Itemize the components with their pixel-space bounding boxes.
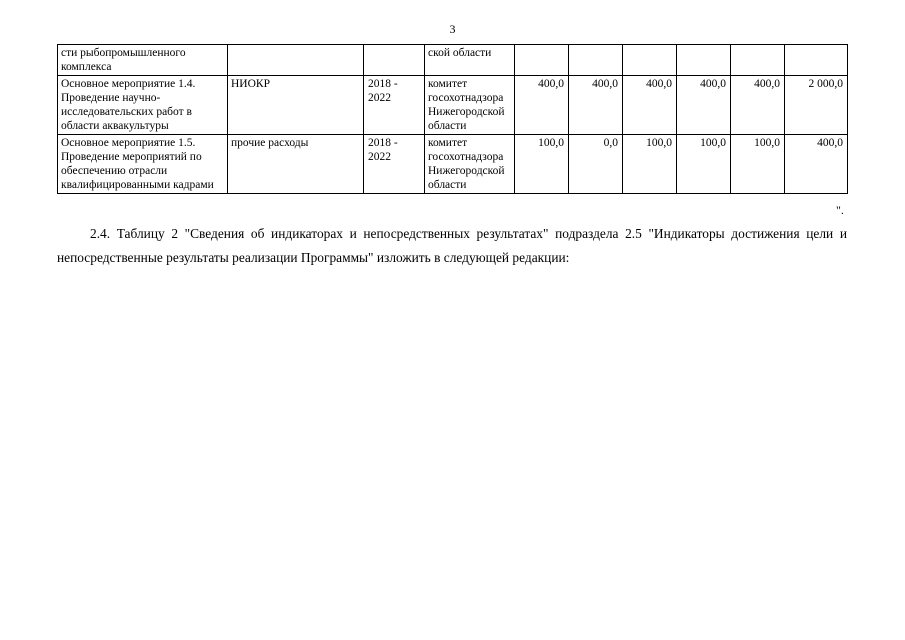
value-cell: 400,0 xyxy=(677,76,731,135)
value-cell: 0,0 xyxy=(569,135,623,194)
value-cell: 100,0 xyxy=(731,135,785,194)
total-cell: 400,0 xyxy=(785,135,848,194)
total-cell xyxy=(785,45,848,76)
executor-cell: ской области xyxy=(425,45,515,76)
total-cell: 2 000,0 xyxy=(785,76,848,135)
value-cell: 400,0 xyxy=(569,76,623,135)
value-cell: 400,0 xyxy=(515,76,569,135)
period-cell xyxy=(364,45,425,76)
period-cell: 2018 - 2022 xyxy=(364,76,425,135)
table-row xyxy=(58,76,848,135)
measure-name-cell: Основное мероприятие 1.5. Проведение мероприятий по обеспечению отрасли квалифицированными кадрами xyxy=(58,135,228,194)
page-number: 3 xyxy=(449,22,456,36)
measure-name-cell: Основное мероприятие 1.4. Проведение научно-исследовательских работ в области аквакультуры xyxy=(58,76,228,135)
value-cell xyxy=(515,45,569,76)
executor-cell: комитет госохотнадзора Нижегородской области xyxy=(425,135,515,194)
expense-type-cell: НИОКР xyxy=(228,76,364,135)
closing-quote-mark: ". xyxy=(836,203,844,217)
value-cell xyxy=(569,45,623,76)
executor-cell: комитет госохотнадзора Нижегородской области xyxy=(425,76,515,135)
expense-type-cell: прочие расходы xyxy=(228,135,364,194)
value-cell: 100,0 xyxy=(515,135,569,194)
value-cell xyxy=(731,45,785,76)
table-row xyxy=(58,135,848,194)
table-row xyxy=(58,45,848,76)
value-cell xyxy=(677,45,731,76)
value-cell xyxy=(623,45,677,76)
value-cell: 400,0 xyxy=(731,76,785,135)
period-cell: 2018 - 2022 xyxy=(364,135,425,194)
expense-type-cell xyxy=(228,45,364,76)
value-cell: 100,0 xyxy=(623,135,677,194)
measure-name-cell: сти рыбопромышленного комплекса xyxy=(58,45,228,76)
program-table xyxy=(57,44,848,194)
value-cell: 100,0 xyxy=(677,135,731,194)
value-cell: 400,0 xyxy=(623,76,677,135)
body-paragraph: 2.4. Таблицу 2 "Сведения об индикаторах и непосредственных результатах" подраздела 2.5 "Индикаторы достижения цели и непосредственные результаты реализации Программы" изложить в следующей редакции: xyxy=(57,226,847,265)
